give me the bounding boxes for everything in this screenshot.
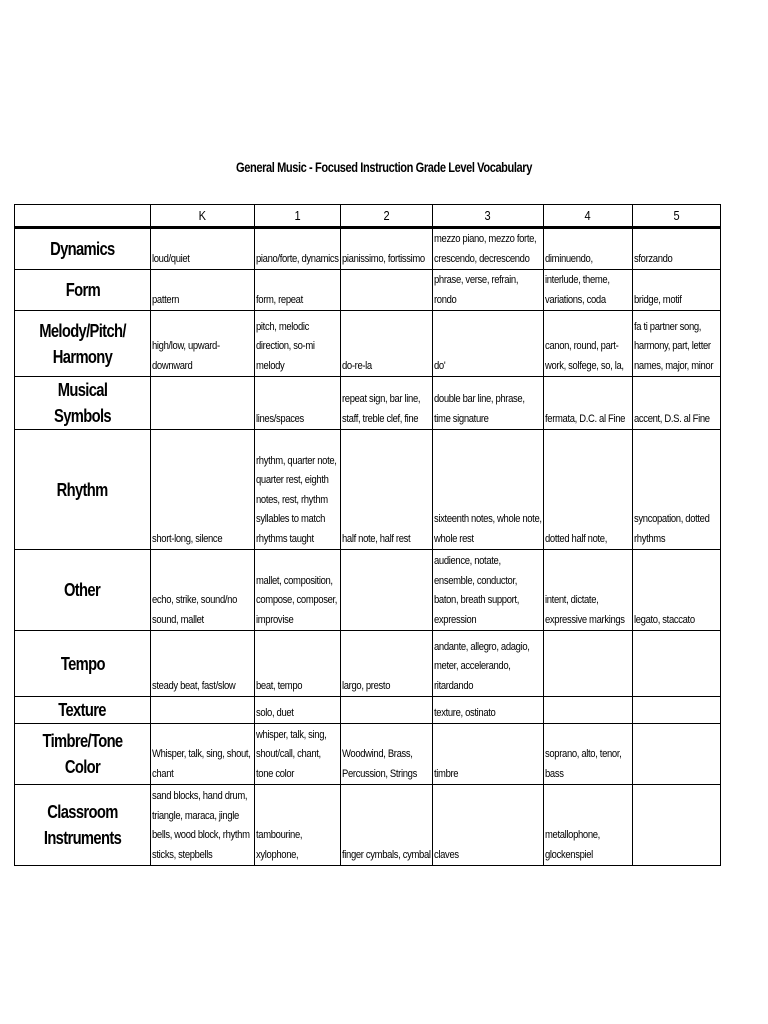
table-row (15, 550, 721, 631)
row-header-label: Rhythm (56, 479, 108, 500)
table-row (15, 311, 721, 377)
table-row (15, 631, 721, 697)
table-cell (341, 270, 433, 311)
cell-text: syncopation, dotted rhythms (634, 513, 710, 545)
cell-text: audience, notate, ensemble, conductor, baton, breath support, expression (434, 555, 520, 626)
row-header (15, 311, 151, 377)
table-row (15, 430, 721, 550)
column-header-5: 5 (633, 205, 721, 228)
table-cell (544, 430, 633, 550)
row-header-label: Dynamics (50, 239, 115, 259)
cell-text: legato, staccato (634, 613, 695, 626)
table-row (15, 270, 721, 311)
table-cell (255, 724, 341, 785)
table-cell (433, 631, 544, 697)
table-cell (255, 631, 341, 697)
row-header-label: Musical Symbols (54, 380, 111, 426)
cell-text: do-re-la (342, 359, 372, 372)
table-cell (151, 631, 255, 697)
table-cell (633, 228, 721, 270)
table-cell (433, 430, 544, 550)
cell-text: mallet, composition, compose, composer, improvise (256, 574, 338, 626)
table-row (15, 724, 721, 785)
row-header-label: Tempo (60, 653, 105, 674)
cell-text: loud/quiet (152, 252, 190, 265)
table-cell (633, 270, 721, 311)
table-cell (341, 631, 433, 697)
cell-text: sforzando (634, 252, 673, 265)
cell-text: do' (434, 359, 446, 372)
table-cell (544, 631, 633, 697)
cell-text: echo, strike, sound/no sound, mallet (152, 594, 237, 626)
cell-text: high/low, upward-downward (152, 340, 220, 372)
table-cell (633, 785, 721, 866)
table-cell (255, 228, 341, 270)
cell-text: soprano, alto, tenor, bass (545, 748, 622, 780)
table-cell (341, 724, 433, 785)
cell-text: phrase, verse, refrain, rondo (434, 274, 519, 306)
cell-text: rhythm, quarter note, quarter rest, eighth notes, rest, rhythm syllables to match rhythms taught (256, 454, 337, 545)
table-cell (151, 550, 255, 631)
row-header-label: Melody/Pitch/ Harmony (39, 320, 126, 367)
table-cell (151, 270, 255, 311)
table-cell (255, 270, 341, 311)
table-row (15, 785, 721, 866)
column-header-4: 4 (544, 205, 633, 228)
cell-text: whisper, talk, sing, shout/call, chant, tone color (256, 728, 327, 780)
table-row (15, 228, 721, 270)
cell-text: solo, duet (256, 706, 294, 719)
table-cell (255, 550, 341, 631)
row-header (15, 697, 151, 724)
cell-text: repeat sign, bar line, staff, treble clef, fine (342, 393, 421, 425)
cell-text: andante, allegro, adagio, meter, accelerando, ritardando (434, 640, 530, 692)
cell-text: mezzo piano, mezzo forte, crescendo, decrescendo (434, 233, 537, 265)
table-row (15, 377, 721, 430)
table-cell (544, 377, 633, 430)
table-cell (633, 631, 721, 697)
cell-text: largo, presto (342, 679, 391, 692)
cell-text: pianissimo, fortissimo (342, 252, 425, 265)
table-cell (341, 785, 433, 866)
table-cell (151, 697, 255, 724)
cell-text: canon, round, part-work, solfege, so, la, (545, 340, 624, 372)
column-header (15, 205, 151, 228)
table-cell (341, 430, 433, 550)
cell-text: claves (434, 848, 459, 861)
table-cell (433, 697, 544, 724)
table-cell (633, 377, 721, 430)
row-header (15, 228, 151, 270)
table-cell (433, 270, 544, 311)
cell-text: accent, D.S. al Fine (634, 412, 710, 425)
table-cell (151, 785, 255, 866)
table-cell (151, 430, 255, 550)
row-header (15, 631, 151, 697)
row-header-label: Form (65, 280, 100, 300)
cell-text: metallophone, glockenspiel (545, 829, 600, 861)
table-row (15, 697, 721, 724)
table-cell (544, 270, 633, 311)
column-header-1: 1 (255, 205, 341, 228)
cell-text: timbre (434, 767, 459, 780)
column-header-2: 2 (341, 205, 433, 228)
table-cell (633, 311, 721, 377)
cell-text: finger cymbals, cymbal (342, 848, 431, 861)
cell-text: Whisper, talk, sing, shout, chant (152, 748, 251, 780)
table-cell (544, 785, 633, 866)
row-header-label: Other (64, 580, 101, 600)
cell-text: pitch, melodic direction, so-mi melody (256, 320, 315, 372)
cell-text: tambourine, xylophone, (256, 829, 303, 861)
table-cell (433, 550, 544, 631)
row-header-label: Classroom Instruments (43, 802, 122, 848)
table-cell (633, 724, 721, 785)
cell-text: diminuendo, (545, 252, 593, 265)
row-header (15, 785, 151, 866)
row-header (15, 430, 151, 550)
cell-text: beat, tempo (256, 679, 303, 692)
table-cell (433, 311, 544, 377)
cell-text: form, repeat (256, 293, 303, 306)
cell-text: Woodwind, Brass, Percussion, Strings (342, 748, 417, 780)
table-cell (255, 785, 341, 866)
table-cell (255, 377, 341, 430)
table-cell (633, 430, 721, 550)
table-cell (544, 724, 633, 785)
column-header-k: K (151, 205, 255, 228)
cell-text: sixteenth notes, whole note, whole rest (434, 513, 542, 545)
table-cell (544, 228, 633, 270)
vocabulary-table (14, 204, 721, 866)
row-header (15, 550, 151, 631)
table-cell (633, 697, 721, 724)
column-header-3: 3 (433, 205, 544, 228)
row-header-label: Timbre/Tone Color (42, 731, 123, 777)
table-cell (151, 724, 255, 785)
row-header (15, 377, 151, 430)
table-cell (544, 311, 633, 377)
table-cell (151, 377, 255, 430)
cell-text: steady beat, fast/slow (152, 679, 236, 692)
page-title: General Music - Focused Instruction Grade Level Vocabulary (236, 160, 532, 175)
cell-text: half note, half rest (342, 532, 411, 545)
row-header-label: Texture (58, 700, 107, 720)
cell-text: pattern (152, 293, 180, 306)
header-row (15, 205, 721, 228)
cell-text: intent, dictate, expressive markings (545, 594, 625, 626)
cell-text: short-long, silence (152, 532, 223, 545)
table-cell (341, 377, 433, 430)
table-cell (341, 550, 433, 631)
cell-text: fermata, D.C. al Fine (545, 412, 626, 425)
cell-text: lines/spaces (256, 412, 304, 425)
table-cell (255, 697, 341, 724)
cell-text: double bar line, phrase, time signature (434, 393, 525, 425)
table-cell (433, 377, 544, 430)
cell-text: sand blocks, hand drum, triangle, maraca, jingle bells, wood block, rhythm sticks, stepbells (152, 790, 250, 861)
table-cell (544, 697, 633, 724)
cell-text: piano/forte, dynamics (256, 252, 339, 265)
table-cell (255, 311, 341, 377)
table-cell (433, 724, 544, 785)
table-cell (341, 228, 433, 270)
cell-text: fa ti partner song, harmony, part, letter names, major, minor (634, 320, 714, 372)
table-cell (151, 228, 255, 270)
table-cell (255, 430, 341, 550)
cell-text: texture, ostinato (434, 706, 496, 719)
row-header (15, 270, 151, 311)
table-cell (341, 311, 433, 377)
cell-text: bridge, motif (634, 293, 682, 306)
table-cell (341, 697, 433, 724)
table-cell (151, 311, 255, 377)
cell-text: interlude, theme, variations, coda (545, 274, 610, 306)
row-header (15, 724, 151, 785)
table-cell (544, 550, 633, 631)
cell-text: dotted half note, (545, 532, 608, 545)
table-cell (433, 785, 544, 866)
table-cell (433, 228, 544, 270)
table-cell (633, 550, 721, 631)
